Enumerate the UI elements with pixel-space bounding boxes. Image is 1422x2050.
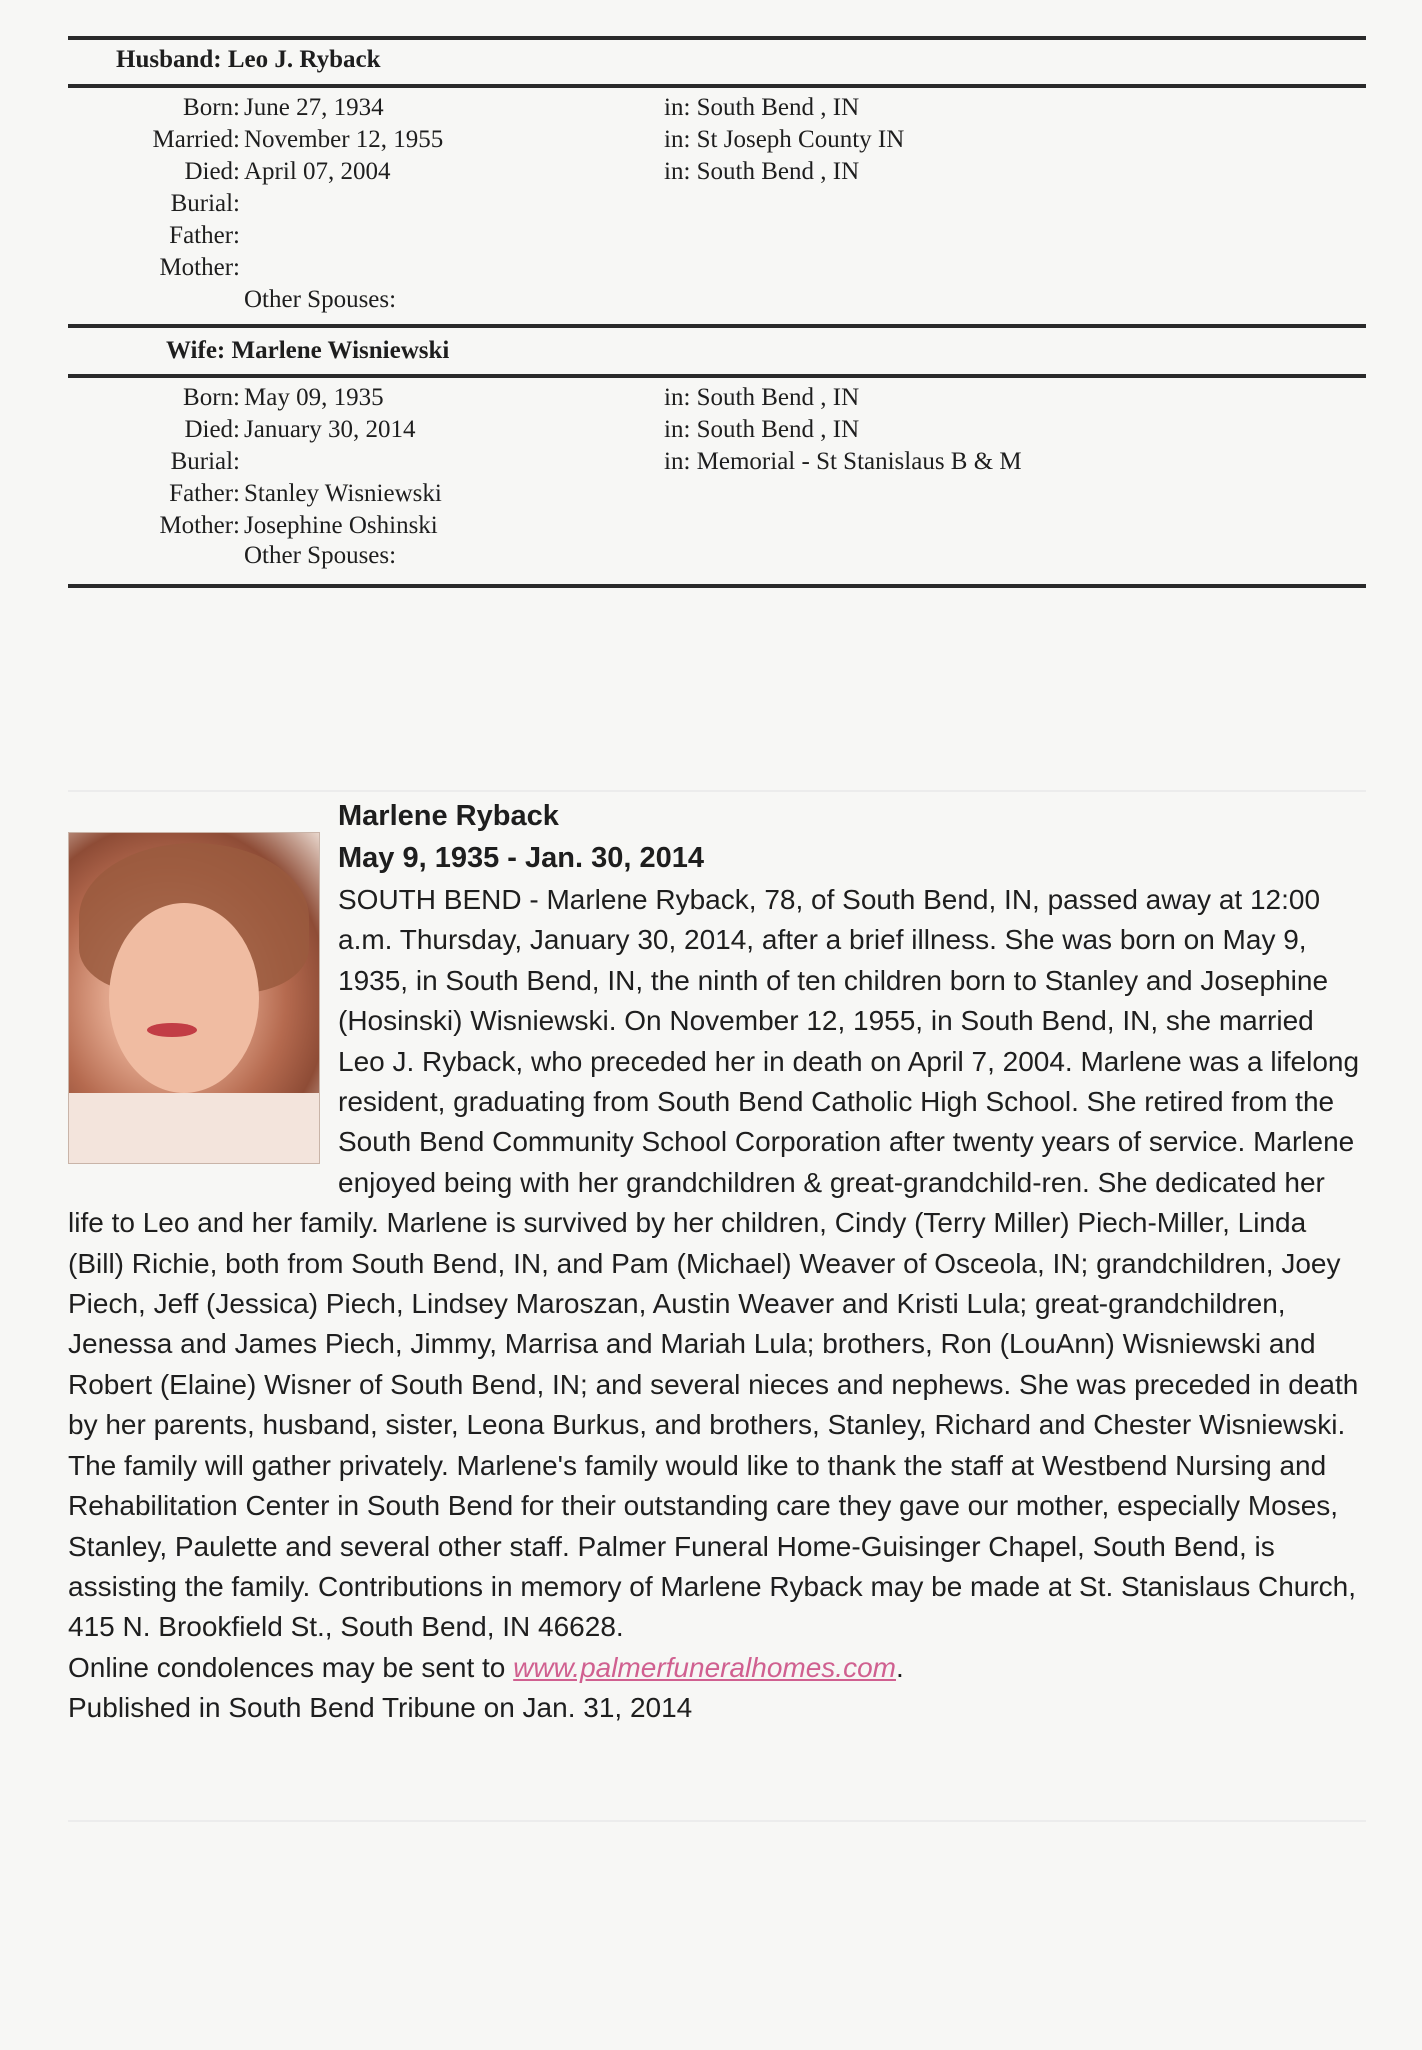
wife-died-value: January 30, 2014 bbox=[244, 416, 416, 443]
wife-label: Wife: bbox=[166, 337, 226, 364]
ghost-rule bbox=[68, 1820, 1366, 1822]
wife-heading bbox=[166, 336, 449, 366]
wife-rule bbox=[68, 374, 1366, 378]
wife-mother-value: Josephine Oshinski bbox=[244, 512, 438, 539]
wife-burial-place: Memorial - St Stanislaus B & M bbox=[696, 448, 1022, 475]
husband-heading bbox=[116, 45, 380, 75]
wife-other-spouses: Other Spouses: bbox=[244, 542, 397, 569]
husband-other-spouses: Other Spouses: bbox=[244, 286, 397, 313]
husband-born-value: June 27, 1934 bbox=[244, 94, 384, 121]
husband-father-label: Father: bbox=[169, 222, 240, 249]
wife-father-value: Stanley Wisniewski bbox=[244, 480, 442, 507]
wife-born-place: South Bend , IN bbox=[696, 384, 860, 411]
husband-mother-label: Mother: bbox=[159, 254, 240, 281]
wife-died-in: in: South Bend , IN bbox=[664, 416, 860, 443]
wife-born-label: Born: bbox=[183, 384, 240, 411]
husband-died-value: April 07, 2004 bbox=[244, 158, 391, 185]
obituary-name: Marlene Ryback bbox=[338, 800, 559, 832]
condolence-suffix: . bbox=[895, 1651, 904, 1683]
husband-married-value: November 12, 1955 bbox=[244, 126, 444, 153]
wife-born-value: May 09, 1935 bbox=[244, 384, 384, 411]
husband-born-in: in: South Bend , IN bbox=[664, 94, 860, 121]
husband-married-place: St Joseph County IN bbox=[696, 126, 905, 153]
wife-born-in: in: South Bend , IN bbox=[664, 384, 860, 411]
condolence-prefix: Online condolences may be sent to bbox=[68, 1651, 506, 1683]
wife-name: Marlene Wisniewski bbox=[231, 337, 450, 364]
ghost-rule bbox=[68, 790, 1366, 792]
husband-married-label: Married: bbox=[152, 126, 240, 153]
husband-rule bbox=[68, 84, 1366, 88]
wife-burial-label: Burial: bbox=[170, 448, 240, 475]
husband-died-place: South Bend , IN bbox=[696, 158, 860, 185]
bottom-rule bbox=[68, 584, 1366, 588]
wife-father-label: Father: bbox=[169, 480, 240, 507]
wife-burial-in: in: Memorial - St Stanislaus B & M bbox=[664, 448, 1022, 475]
husband-name: Leo J. Ryback bbox=[227, 46, 381, 73]
funeral-home-link[interactable]: www.palmerfuneralhomes.com bbox=[513, 1651, 896, 1683]
husband-married-in: in: St Joseph County IN bbox=[664, 126, 905, 153]
top-rule bbox=[68, 36, 1366, 40]
wife-died-place: South Bend , IN bbox=[696, 416, 860, 443]
husband-burial-label: Burial: bbox=[170, 190, 240, 217]
obituary-body: SOUTH BEND - Marlene Ryback, 78, of South Bend, IN, passed away at 12:00 a.m. Thursday, January 30, 2014, after a brief illness. She was born on May 9, 1935, in South Bend, IN, the ninth of ten children born to Stanley and Josephine (Hosinski) Wisniewski. On November 12, 1955, in South Bend, IN, she married Leo J. Ryback, who preceded her in death on April 7, 2004. Marlene was a lifelong resident, graduating from South Bend Catholic High School. She retired from the South Bend Community School Corporation after twenty years of service. Marlene enjoyed being with her grandchildren & great-grandchild-ren. She dedicated her life to Leo and her family. Marlene is survived by her children, Cindy (Terry Miller) Piech-Miller, Linda (Bill) Richie, both from South Bend, IN, and Pam (Michael) Weaver of Osceola, IN; grandchildren, Joey Piech, Jeff (Jessica) Piech, Lindsey Maroszan, Austin Weaver and Kristi Lula; great-grandchildren, Jenessa and James Piech, Jimmy, Marrisa and Mariah Lula; brothers, Ron (LouAnn) Wisniewski and Robert (Elaine) Wisner of South Bend, IN; and several nieces and nephews. She was preceded in death by her parents, husband, sister, Leona Burkus, and brothers, Stanley, Richard and Chester Wisniewski. The family will gather privately. Marlene's family would like to thank the staff at Westbend Nursing and Rehabilitation Center in South Bend for their outstanding care they gave our mother, especially Moses, Stanley, Paulette and several other staff. Palmer Funeral Home-Guisinger Chapel, South Bend, is assisting the family. Contributions in memory of Marlene Ryback may be made at St. Stanislaus Church, 415 N. Brookfield St., South Bend, IN 46628. bbox=[68, 884, 1360, 1643]
wife-died-label: Died: bbox=[184, 416, 240, 443]
husband-died-in: in: South Bend , IN bbox=[664, 158, 860, 185]
obituary-dates: May 9, 1935 - Jan. 30, 2014 bbox=[338, 842, 704, 874]
wife-top-rule bbox=[68, 324, 1366, 328]
obituary-text bbox=[68, 880, 1368, 1729]
published-note: Published in South Bend Tribune on Jan. 31, 2014 bbox=[68, 1692, 693, 1724]
husband-label: Husband: bbox=[116, 46, 222, 73]
husband-born-label: Born: bbox=[183, 94, 240, 121]
husband-born-place: South Bend , IN bbox=[696, 94, 860, 121]
husband-died-label: Died: bbox=[184, 158, 240, 185]
wife-mother-label: Mother: bbox=[159, 512, 240, 539]
